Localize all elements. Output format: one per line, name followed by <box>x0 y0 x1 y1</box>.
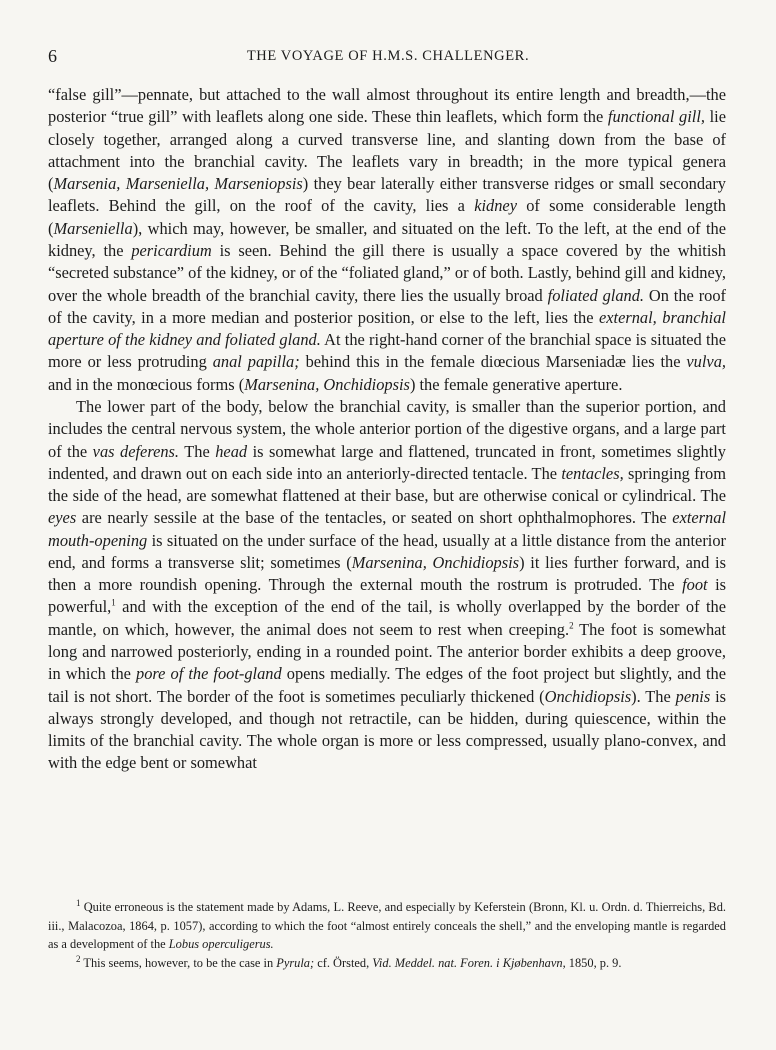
text-run: On the roof of the cavity, in a more median and posterior position, or else to the left, lies the <box>48 285 727 327</box>
italic-term: Vid. Meddel. nat. Foren. i Kjøbenhavn, <box>372 955 566 970</box>
italic-term: foliated gland. <box>547 285 645 305</box>
footnote-ref: 1 <box>111 598 116 608</box>
text-run: The <box>179 441 216 461</box>
text-run: of some considerable length ( <box>48 196 727 238</box>
italic-term: tentacles, <box>561 463 624 483</box>
italic-term: external mouth-opening <box>48 508 726 550</box>
text-run: and in the monœcious forms ( <box>48 374 245 394</box>
text-run: lie closely together, arranged along a curved transverse line, and slanting down from the base of attachment into the branchial cavity. The leaflets vary in breadth; in the more typical genera ( <box>48 107 727 194</box>
italic-term: eyes <box>48 508 77 528</box>
text-run: The lower part of the body, below the branchial cavity, is smaller than the superior portion, and includes the central nervous system, the whole anterior portion of the digestive organs, and a large part of the <box>48 396 726 461</box>
text-run: is powerful, <box>48 575 726 617</box>
text-run: springing from the side of the head, are somewhat flattened at their base, but are otherwise conical or cylindrical. The <box>48 463 726 506</box>
footnote-ref: 1 <box>76 897 81 908</box>
text-run: are nearly sessile at the base of the tentacles, or seated on short ophthalmophores. The <box>76 508 673 528</box>
text-run: ) it lies further forward, and is then a more roundish opening. Through the external mouth the rostrum is protruded. The <box>48 552 726 595</box>
italic-term: Pyrula; <box>276 955 315 970</box>
text-run: is somewhat large and flattened, truncated in front, sometimes slightly indented, and drawn out on each side into an anteriorly-directed tentacle. The <box>48 441 726 483</box>
text-run: ). The <box>631 686 676 706</box>
italic-term: foot <box>682 575 708 595</box>
text-run: behind this in the female diœcious Marseniadæ lies the <box>299 352 687 372</box>
italic-term: functional gill, <box>607 107 705 127</box>
text-run: 1850, p. 9. <box>565 955 622 970</box>
text-run: At the right-hand corner of the branchial space is situated the more or less protruding <box>48 330 727 372</box>
italic-term: external, branchial aperture of the kidney and foliated gland. <box>48 307 726 350</box>
italic-term: penis <box>675 686 711 706</box>
footnote <box>48 954 726 973</box>
text-run: is situated on the under surface of the head, usually at a little distance from the anterior end, and forms a transverse slit; sometimes ( <box>48 530 726 572</box>
footnote-ref: 2 <box>569 620 574 631</box>
italic-term: Lobus operculigerus. <box>168 937 274 951</box>
italic-term: Onchidiopsis <box>544 686 632 706</box>
footnote-ref: 2 <box>76 953 81 964</box>
running-title: THE VOYAGE OF H.M.S. CHALLENGER. <box>246 48 530 64</box>
italic-term: pore of the foot-gland <box>136 664 282 684</box>
text-run: ) the female generative aperture. <box>409 374 623 394</box>
page-number: 6 <box>48 46 57 66</box>
italic-term: kidney <box>474 196 517 216</box>
text-run: opens medially. The edges of the foot project but slightly, and the tail is not short. The border of the foot is sometimes peculiarly thickened ( <box>48 664 726 706</box>
italic-term: Marsenina, Onchidiopsis <box>351 552 520 572</box>
text-run: ), which may, however, be smaller, and situated on the left. To the left, at the end of the kidney, the <box>48 218 726 260</box>
text-run: is always strongly developed, and though not retractile, can be hidden, during quiescence, within the limits of the branchial cavity. The whole organ is more or less compressed, usually plano-convex, and with the edge bent or somewhat <box>48 686 727 773</box>
italic-term: pericardium <box>131 240 212 260</box>
italic-term: Marseniella <box>53 218 133 238</box>
text-run: and with the exception of the end of the tail, is wholly overlapped by the border of the mantle, on which, however, the animal does not seem to rest when creeping. <box>48 597 726 639</box>
paragraph <box>48 84 726 396</box>
italic-term: vas deferens. <box>92 441 180 461</box>
footnotes <box>48 898 726 972</box>
italic-term: vulva, <box>686 352 726 372</box>
paragraph <box>48 396 726 775</box>
text-run: cf. Örsted, <box>314 955 373 970</box>
text-run: ) they bear laterally either transverse ridges or small secondary leaflets. Behind the gill, on the roof of the cavity, lies a <box>48 174 727 216</box>
italic-term: Marsenina, Onchidiopsis <box>244 374 410 394</box>
text-run: Quite erroneous is the statement made by Adams, L. Reeve, and especially by Keferstein (Bronn, Kl. u. Ordn. d. Thierreichs, Bd. iii., Malacozoa, 1864, p. 1057), according to which the foot “almost entirely conceals the shell,” and the enveloping mantle is regarded as a development of the <box>48 900 726 951</box>
text-run: The foot is somewhat long and narrowed posteriorly, ending in a rounded point. The anterior border exhibits a deep groove, in which the <box>48 619 726 684</box>
text-run: “false gill”—pennate, but attached to the wall almost throughout its entire length and breadth,—the posterior “true gill” with leaflets along one side. These thin leaflets, which form the <box>48 85 726 127</box>
italic-term: Marsenia, Marseniella, Marseniopsis <box>53 174 303 194</box>
italic-term: head <box>215 441 248 461</box>
text-run: is seen. Behind the gill there is usually a space covered by the whitish “secreted substance” of the kidney, or of the “foliated gland,” or of both. Lastly, behind gill and kidney, over the whole breadth of the branchial cavity, there lies the usually broad <box>48 240 726 305</box>
body-text <box>48 84 726 775</box>
text-run: This seems, however, to be the case in <box>80 955 277 970</box>
page-header <box>48 46 728 70</box>
italic-term: anal papilla; <box>212 352 300 372</box>
footnote <box>48 898 726 954</box>
